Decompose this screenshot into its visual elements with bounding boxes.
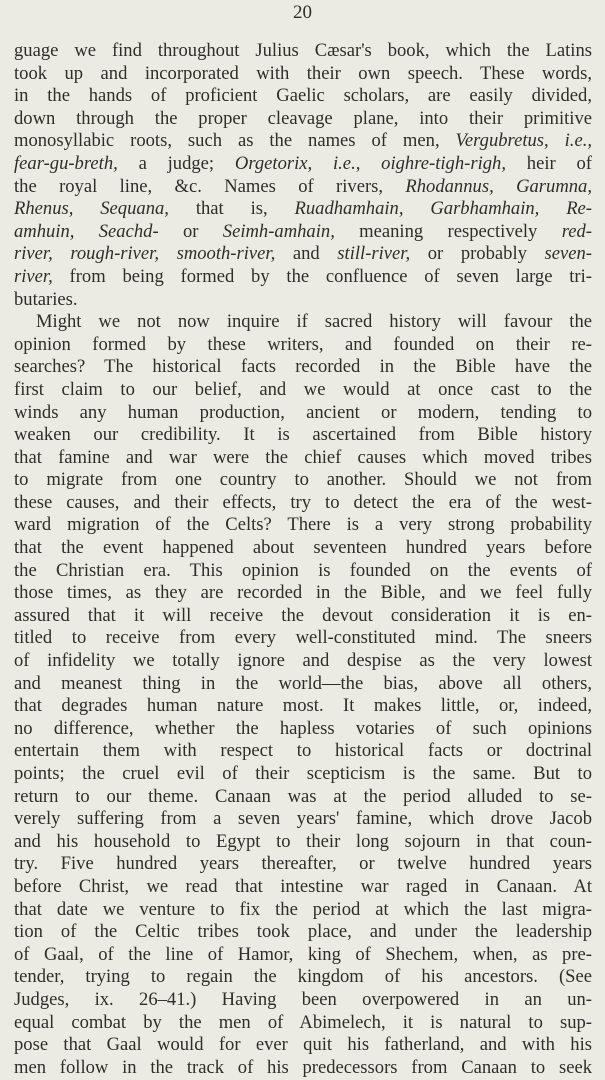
text-run: the Christian era. This opinion is founded on the events of (14, 559, 592, 581)
text-run: no difference, whether the hapless votaries of such opinions (14, 717, 592, 739)
text-run: that degrades human nature most. It makes little, or, indeed, (14, 695, 592, 717)
text-run: tender, trying to regain the kingdom of his ancestors. (See (14, 966, 592, 988)
text-line (14, 605, 592, 628)
text-line (14, 786, 592, 809)
text-line (14, 130, 592, 153)
text-run: took up and incorporated with their own speech. These words, (14, 62, 592, 84)
text-line (14, 560, 592, 583)
text-line (14, 379, 592, 402)
text-run: weaken our credibility. It is ascertained from Bible history (14, 424, 592, 446)
text-line (14, 1057, 592, 1080)
text-line (14, 808, 592, 831)
text-line (14, 311, 592, 334)
text-run: tion of the Celtic tribes took place, and under the leadership (14, 921, 592, 943)
text-line (14, 356, 592, 379)
text-run: verely suffering from a seven years' famine, which drove Jacob (14, 808, 592, 830)
italic-text: Seimh-amhain, (222, 220, 335, 242)
text-line (14, 582, 592, 605)
text-run: the royal line, &c. Names of rivers, (14, 175, 406, 197)
text-line (14, 424, 592, 447)
text-line (14, 1034, 592, 1057)
text-run: in the hands of proficient Gaelic scholars, are easily divided, (14, 85, 592, 107)
paragraph (14, 311, 592, 1079)
paragraph (14, 40, 592, 311)
text-run: Might we not now inquire if sacred history will favour the (36, 311, 592, 333)
text-run: or (158, 220, 223, 242)
text-line (14, 876, 592, 899)
text-run: from being formed by the confluence of seven large tri- (52, 265, 592, 287)
text-run: equal combat by the men of Abimelech, it is natural to sup- (14, 1011, 592, 1033)
text-run: assured that it will receive the devout consideration it is en- (14, 604, 592, 626)
text-line (14, 718, 592, 741)
italic-text: Orgetorix, i.e., oighre-tigh-righ, (234, 152, 506, 174)
italic-text: red- (561, 220, 592, 242)
text-run: and his household to Egypt to their long sojourn in that coun- (14, 830, 592, 852)
body-text (14, 40, 592, 1079)
text-line (14, 85, 592, 108)
text-run: entertain them with respect to historical facts or doctrinal (14, 740, 592, 762)
text-line (14, 831, 592, 854)
text-line (14, 108, 592, 131)
italic-text: Rhenus, Sequana, (14, 198, 169, 220)
italic-text: Rhodannus, Garumna, (405, 175, 592, 197)
italic-text: Ruadhamhain, Garbhamhain, Re- (294, 198, 592, 220)
text-run: heir of (505, 152, 592, 174)
text-line (14, 627, 592, 650)
text-run: guage we find throughout Julius Cæsar's book, which the Latins (14, 40, 592, 61)
text-run: try. Five hundred years thereafter, or twelve hundred years (14, 853, 592, 875)
text-line (14, 221, 592, 244)
text-line (14, 650, 592, 673)
italic-text: river, (14, 265, 53, 287)
text-run: winds any human production, ancient or modern, tending to (14, 401, 592, 423)
text-line (14, 153, 592, 176)
text-run: that the event happened about seventeen hundred years before (14, 537, 592, 559)
text-line (14, 966, 592, 989)
text-run: and meanest thing in the world—the bias, above all others, (14, 672, 592, 694)
text-line (14, 266, 592, 289)
italic-text: river, rough-river, smooth-river, (14, 243, 276, 265)
text-line (14, 763, 592, 786)
text-line (14, 673, 592, 696)
italic-text: seven- (544, 243, 592, 265)
italic-text: Vergubretus, i.e., (455, 130, 592, 152)
text-run: of Gaal, of the line of Hamor, king of Shechem, when, as pre- (14, 943, 592, 965)
text-line (14, 492, 592, 515)
text-run: that date we venture to fix the period at which the last migra- (14, 898, 592, 920)
text-line (14, 514, 592, 537)
text-line (14, 695, 592, 718)
text-line (14, 402, 592, 425)
text-line (14, 243, 592, 266)
text-line (14, 469, 592, 492)
text-line (14, 198, 592, 221)
text-run: first claim to our belief, and we would at once cast to the (14, 378, 592, 400)
italic-text: amhuin, Seachd- (14, 220, 159, 242)
text-run: return to our theme. Canaan was at the period alluded to se- (14, 785, 592, 807)
text-run: butaries. (14, 288, 78, 310)
text-line (14, 537, 592, 560)
text-line (14, 40, 592, 63)
text-run: or probably (410, 243, 545, 265)
text-run: and (275, 243, 338, 265)
text-line (14, 289, 592, 312)
text-line (14, 334, 592, 357)
text-run: opinion formed by these writers, and founded on their re- (14, 333, 592, 355)
text-line (14, 944, 592, 967)
text-run: men follow in the track of his predecessors from Canaan to seek (14, 1056, 592, 1078)
text-run: these causes, and their effects, try to detect the era of the west- (14, 491, 592, 513)
italic-text: fear-gu-breth, (14, 152, 118, 174)
text-run: that famine and war were the chief causes which moved tribes (14, 446, 592, 468)
text-run: those times, as they are recorded in the Bible, and we feel fully (14, 582, 592, 604)
text-line (14, 1012, 592, 1035)
text-line (14, 899, 592, 922)
text-run: to migrate from one country to another. Should we not from (14, 469, 592, 491)
text-run: monosyllabic roots, such as the names of men, (14, 130, 456, 152)
text-line (14, 176, 592, 199)
text-run: of infidelity we totally ignore and despise as the very lowest (14, 650, 592, 672)
text-run: down through the proper cleavage plane, into their primitive (14, 107, 592, 129)
text-run: before Christ, we read that intestine war raged in Canaan. At (14, 875, 592, 897)
italic-text: still-river, (337, 243, 411, 265)
text-line (14, 921, 592, 944)
text-line (14, 740, 592, 763)
text-run: that is, (168, 198, 295, 220)
text-run: meaning respectively (334, 220, 562, 242)
text-run: pose that Gaal would for ever quit his fatherland, and with his (14, 1034, 592, 1056)
text-line (14, 989, 592, 1012)
text-run: a judge; (117, 152, 235, 174)
text-run: ward migration of the Celts? There is a very strong probability (14, 514, 592, 536)
text-line (14, 63, 592, 86)
text-run: Judges, ix. 26–41.) Having been overpowered in an un- (14, 988, 592, 1010)
text-line (14, 447, 592, 470)
text-run: points; the cruel evil of their scepticism is the same. But to (14, 763, 592, 784)
text-run: searches? The historical facts recorded in the Bible have the (14, 356, 592, 378)
text-run: titled to receive from every well-constituted mind. The sneers (14, 627, 592, 649)
page-number: 20 (293, 2, 312, 23)
text-line (14, 853, 592, 876)
